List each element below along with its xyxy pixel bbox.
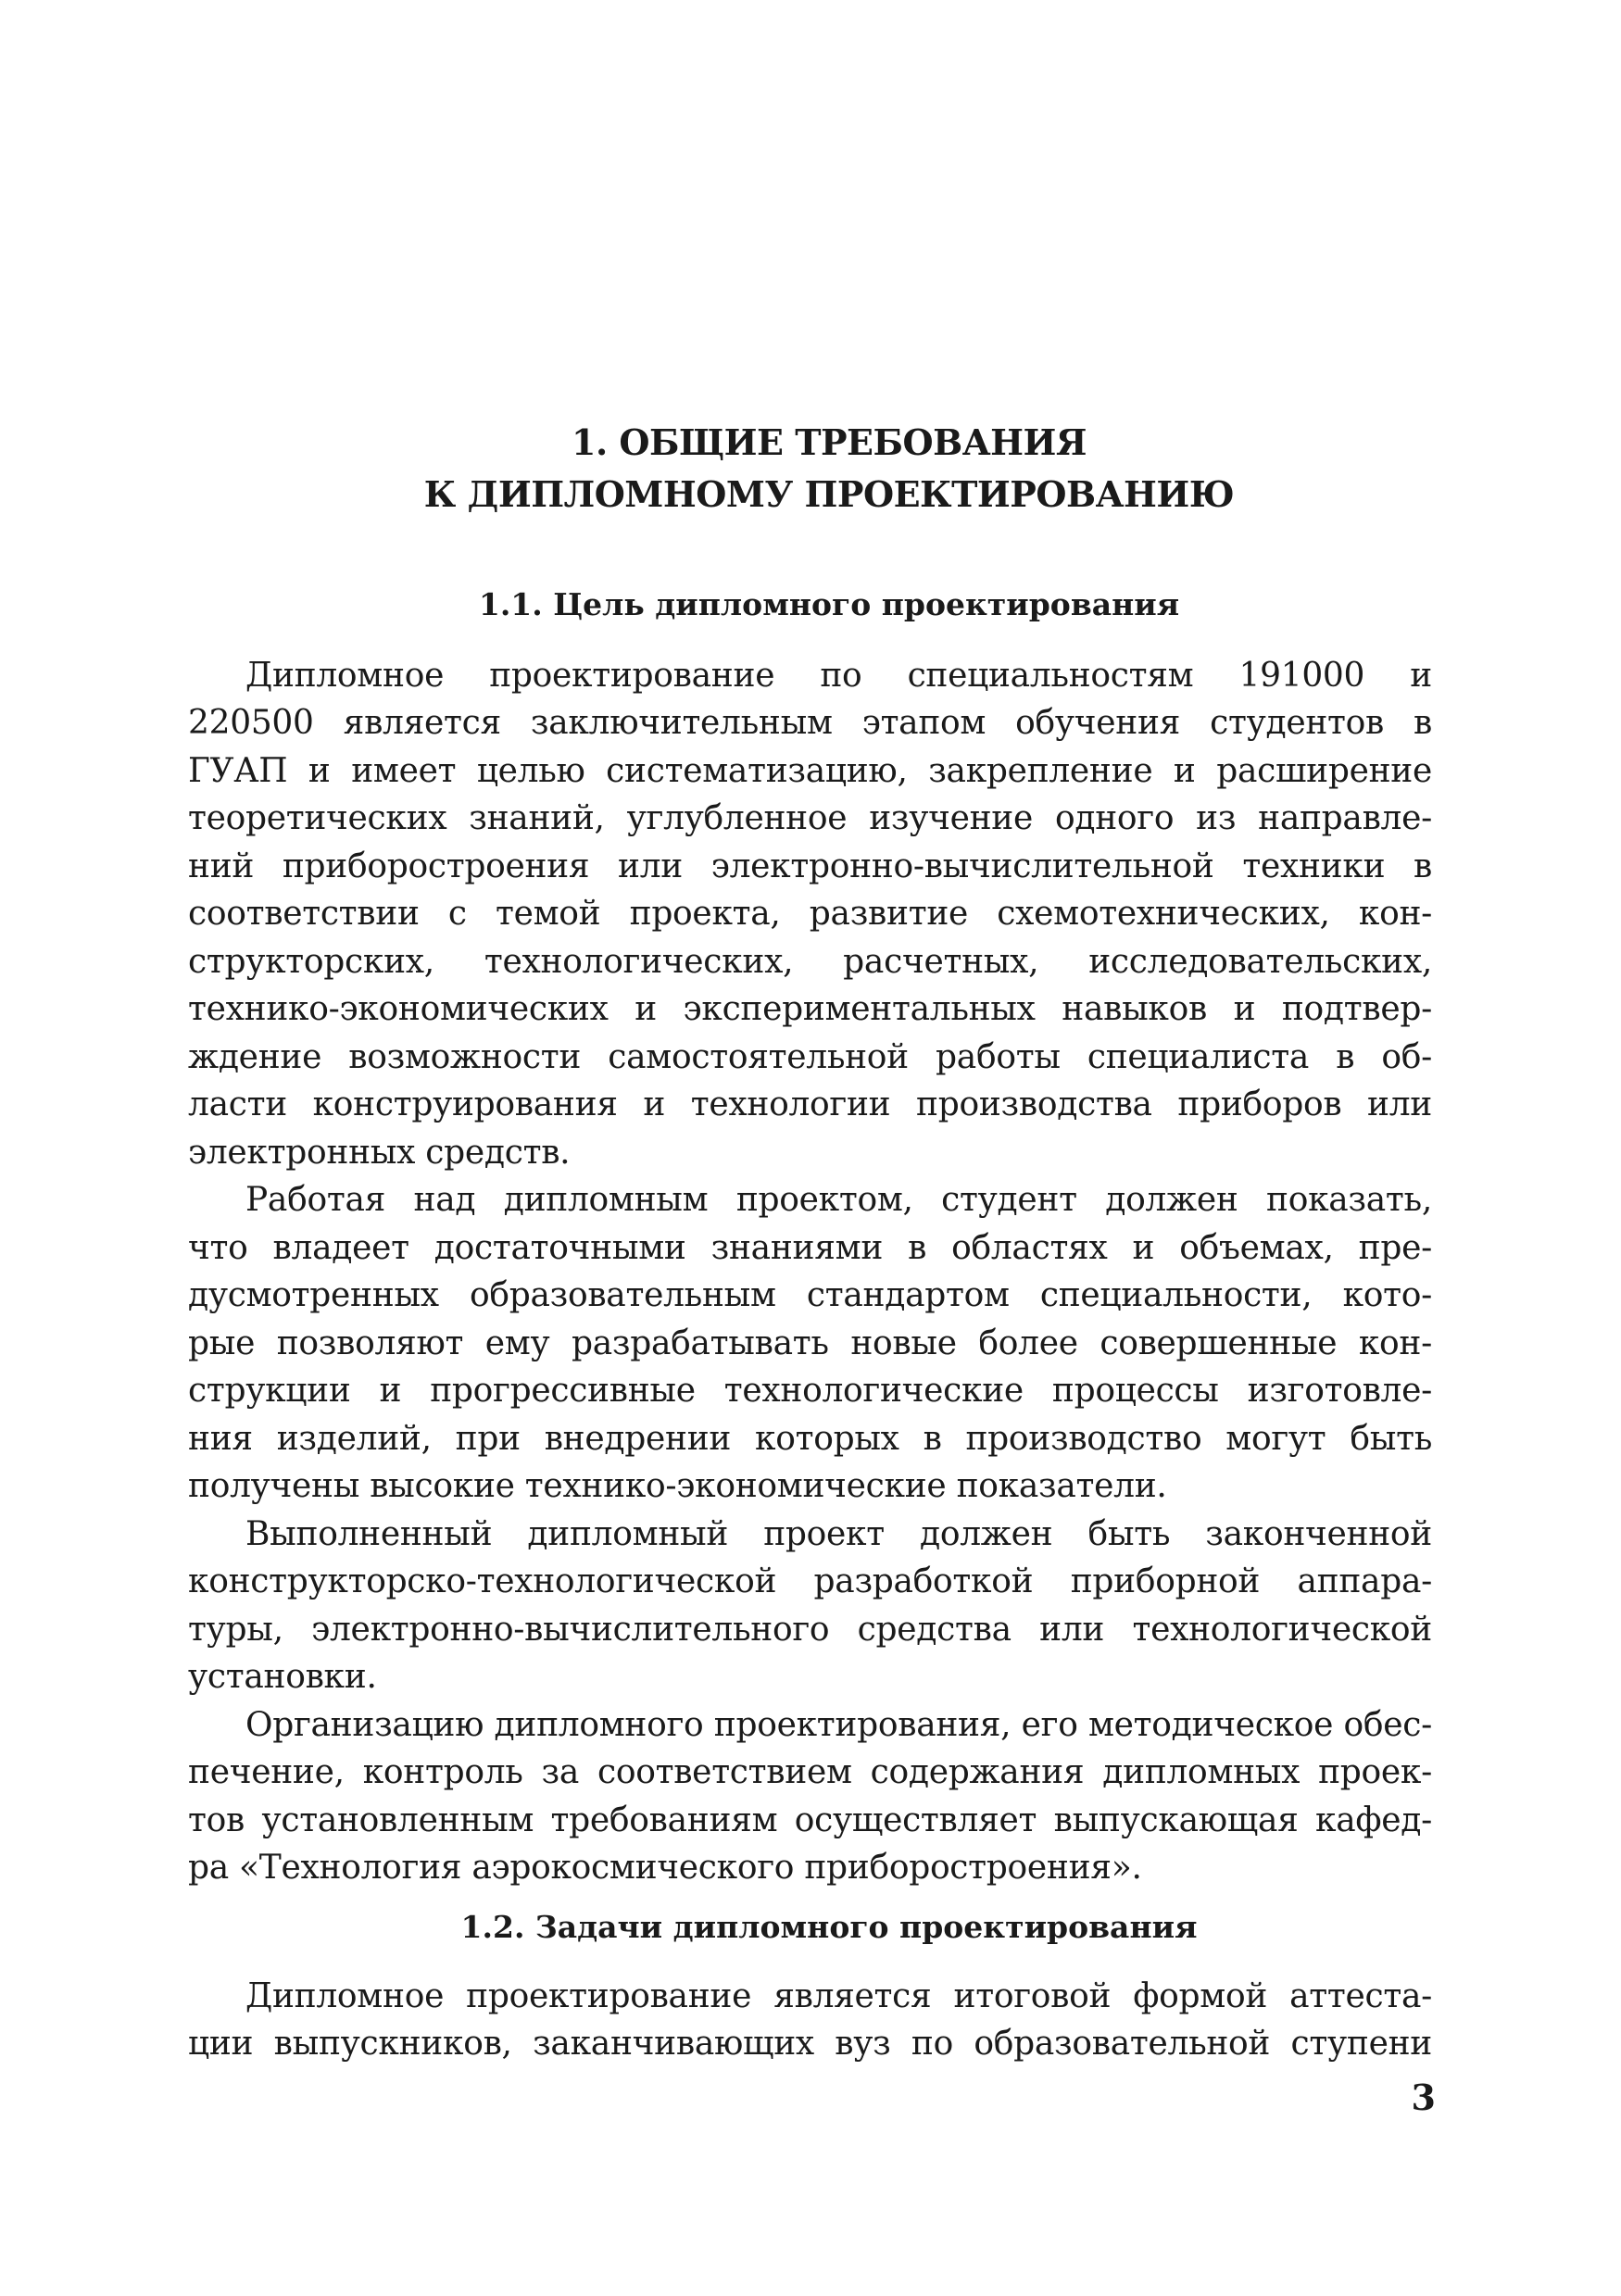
text-line: 220500 является заключительным этапом обучения студентов в [188,704,1432,742]
text-line: Дипломное проектирование является итоговой формой аттеста- [245,1977,1432,2015]
text-line: ния изделий, при внедрении которых в производство могут быть [188,1420,1432,1458]
text-line: соответствии с темой проекта, развитие схемотехнических, кон- [188,895,1432,933]
chapter-title-line-1: 1. ОБЩИЕ ТРЕБОВАНИЯ [572,421,1087,463]
text-line: дусмотренных образовательным стандартом специальности, кото- [188,1276,1432,1314]
text-line: ра «Технология аэрокосмического приборостроения». [188,1849,1142,1887]
text-line: Выполненный дипломный проект должен быть законченной [245,1515,1432,1553]
text-line: конструкторско-технологической разработкой приборной аппара- [188,1562,1432,1600]
text-line: тов установленным требованиям осуществляет выпускающая кафед- [188,1801,1432,1839]
text-line: ласти конструирования и технологии производства приборов или [188,1085,1432,1123]
text-line: Дипломное проектирование по специальностям 191000 и [245,657,1432,695]
text-line: ции выпускников, заканчивающих вуз по образовательной ступени [188,2025,1432,2063]
section-heading-tasks: 1.2. Задачи дипломного проектирования [460,1909,1198,1945]
text-line: струкции и прогрессивные технологические процессы изготовле- [188,1372,1432,1410]
text-line: ждение возможности самостоятельной работы специалиста в об- [188,1038,1432,1076]
section-heading-goals: 1.1. Цель дипломного проектирования [478,586,1180,622]
text-line: технико-экономических и экспериментальных навыков и подтвер- [188,990,1432,1028]
text-line: структорских, технологических, расчетных, исследовательских, [188,943,1432,981]
text-line: ний приборостроения или электронно-вычислительной техники в [188,847,1432,885]
text-line: Работая над дипломным проектом, студент должен показать, [245,1181,1432,1219]
text-line: печение, контроль за соответствием содержания дипломных проек- [188,1753,1432,1791]
text-line: ГУАП и имеет целью систематизацию, закрепление и расширение [188,752,1432,790]
text-line: Организацию дипломного проектирования, его методическое обес- [245,1706,1432,1744]
text-line: туры, электронно-вычислительного средства или технологической [188,1611,1432,1649]
text-line: рые позволяют ему разрабатывать новые более совершенные кон- [188,1324,1432,1362]
text-line: получены высокие технико-экономические показатели. [188,1467,1167,1505]
text-line: теоретических знаний, углубленное изучение одного из направле- [188,799,1432,837]
text-line: электронных средств. [188,1134,571,1172]
text-line: установки. [188,1658,377,1696]
page-number: 3 [1411,2076,1436,2118]
text-line: что владеет достаточными знаниями в областях и объемах, пре- [188,1229,1432,1267]
chapter-title-line-2: К ДИПЛОМНОМУ ПРОЕКТИРОВАНИЮ [423,473,1235,515]
